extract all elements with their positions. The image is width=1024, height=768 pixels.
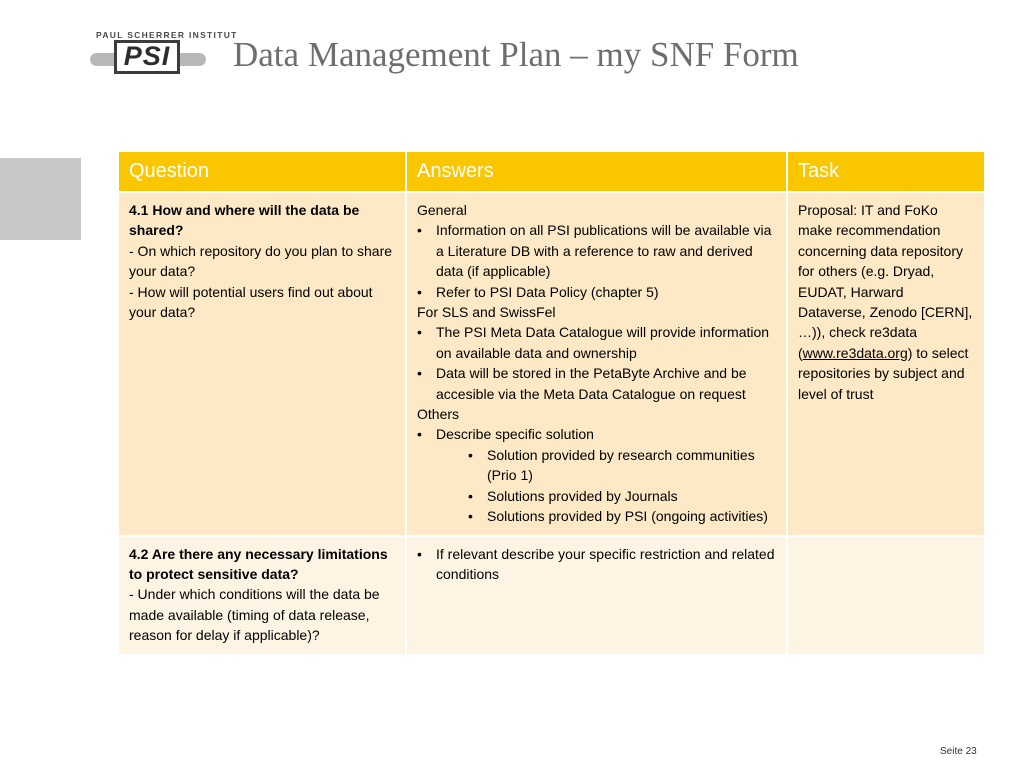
dmp-table	[117, 150, 986, 656]
answer-sub-bullet: • Solution provided by research communities (Prio 1)	[468, 445, 776, 486]
answer-sub-bullet: • Solutions provided by PSI (ongoing activities)	[468, 506, 776, 526]
answer-section-label: Others	[417, 406, 460, 423]
task-cell	[787, 192, 985, 536]
psi-logo	[88, 30, 238, 78]
task-text: Proposal: IT and FoKo make recommendation concerning data repository for others (e.g. Dryad, EUDAT, Harward Dataverse, Zenodo [CERN], …)), check re3data (	[798, 202, 973, 361]
answer-bullet: • Describe specific solution	[417, 424, 776, 444]
answer-bullet: • Data will be stored in the PetaByte Archive and be accesible via the Meta Data Catalogue on request	[417, 363, 776, 404]
answer-sub-bullet: • Solutions provided by Journals	[468, 486, 776, 506]
task-text-end: ) to select repositories by subject and level of trust	[798, 344, 969, 402]
answer-section-label: General	[417, 202, 467, 218]
question-heading: 4.1 How and where will the data be shared?	[129, 202, 360, 239]
table-header-row	[118, 151, 985, 192]
question-line: - How will potential users find out about your data?	[129, 283, 373, 321]
answers-cell	[406, 192, 787, 536]
re3data-link[interactable]: www.re3data.org	[802, 344, 908, 361]
question-line: - Under which conditions will the data be made available (timing of data release, reason for delay if applicable)?	[129, 586, 380, 644]
table-row	[118, 536, 985, 655]
answer-bullet: • Information on all PSI publications will be available via a Literature DB with a reference to raw and derived data (if applicable)	[417, 220, 776, 281]
question-cell	[118, 192, 406, 536]
header-task: Task	[787, 151, 985, 192]
task-cell	[787, 536, 985, 655]
page-title: Data Management Plan – my SNF Form	[233, 35, 799, 74]
side-accent-bar	[0, 158, 81, 240]
answer-bullet: • If relevant describe your specific restriction and related conditions	[417, 544, 776, 585]
answer-bullet: • The PSI Meta Data Catalogue will provide information on available data and ownership	[417, 322, 776, 363]
answer-section-label: For SLS and SwissFel	[417, 304, 556, 321]
question-cell	[118, 536, 406, 655]
page-number: Seite 23	[940, 746, 977, 757]
question-heading: 4.2 Are there any necessary limitations to protect sensitive data?	[129, 545, 388, 582]
answer-bullet: • Refer to PSI Data Policy (chapter 5)	[417, 282, 776, 302]
logo-mark: PSI	[123, 41, 171, 71]
logo-institute-name: PAUL SCHERRER INSTITUT	[96, 30, 238, 40]
table-row	[118, 192, 985, 536]
question-line: - On which repository do you plan to share your data?	[129, 242, 393, 280]
answers-cell	[406, 536, 787, 655]
header-question: Question	[118, 151, 406, 192]
header-answers: Answers	[406, 151, 787, 192]
